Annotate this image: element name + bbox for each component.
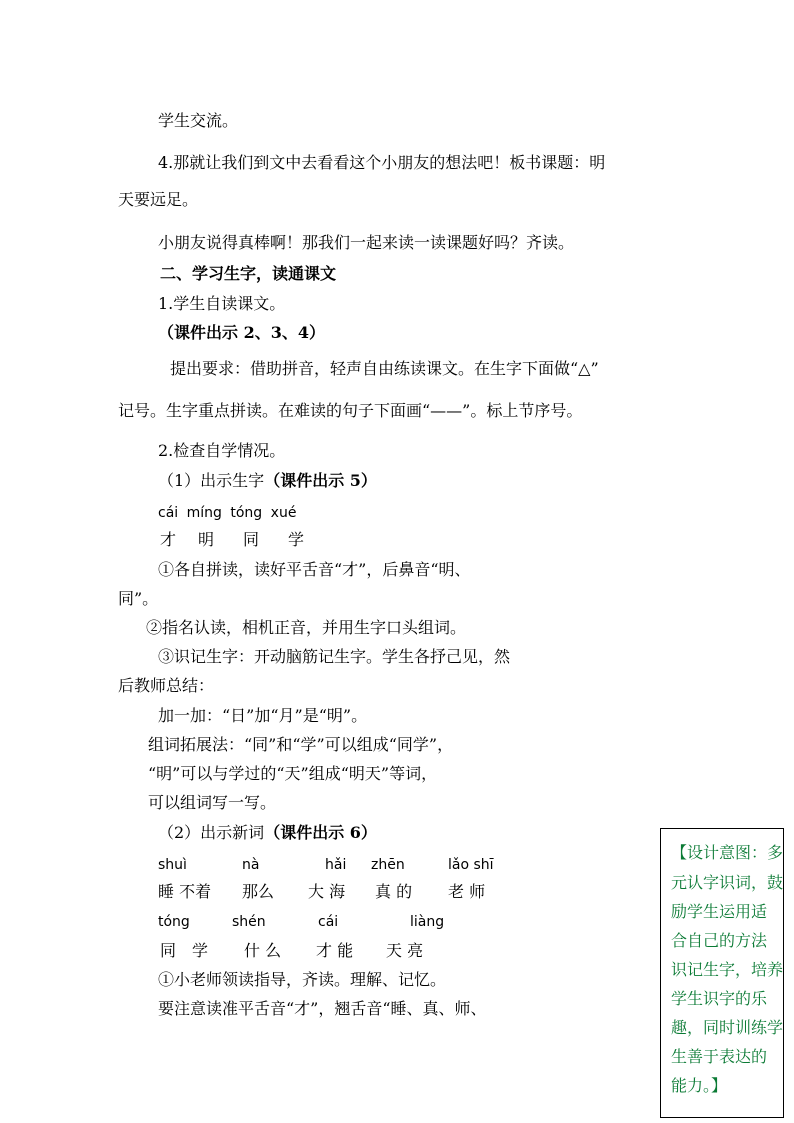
pinyin: cái [318,914,339,930]
word: 睡 不着 [158,882,212,901]
pinyin: tóng [230,505,263,521]
section-heading: 二、学习生字，读通课文 [160,264,337,283]
design-intent-line: 能力。】 [671,1076,728,1095]
pinyin: xué [270,505,297,521]
pinyin: hǎi [325,857,347,873]
hanzi: 明 [198,530,215,549]
paragraph: ①小老师领读指导，齐读。理解、记忆。 [158,970,447,989]
paragraph: 组词拓展法：“同”和“学”可以组成“同学”， [148,735,454,754]
word: 大 海 [308,882,346,901]
hanzi-row [160,941,520,961]
pinyin-row [158,855,518,875]
pinyin-row [158,503,296,523]
paragraph: ③识记生字：开动脑筋记生字。学生各抒己见，然 [158,647,511,666]
paragraph: 小朋友说得真棒啊！那我们一起来读一读课题好吗？齐读。 [158,233,575,252]
subheading: （2）出示新词 [158,823,265,842]
design-intent-line: 合自己的方法 [671,931,768,950]
word: 真 的 [375,882,413,901]
pinyin: míng [186,505,222,521]
pinyin: cái [158,505,179,521]
word: 天 亮 [386,941,424,960]
word: 才 能 [316,941,354,960]
design-intent-line: 【设计意图：多 [671,843,784,862]
hanzi: 才 [160,530,177,549]
paragraph: 4.那就让我们到文中去看看这个小朋友的想法吧！板书课题：明 [158,153,606,172]
paragraph: 同”。 [118,589,159,608]
paragraph: 可以组词写一写。 [148,793,277,812]
paragraph: 记号。生字重点拼读。在难读的句子下面画“——”。标上节序号。 [118,401,583,420]
paragraph: 天要远足。 [118,190,199,209]
paragraph: 加一加：“日”加“月”是“明”。 [158,706,368,725]
pinyin: nà [242,857,260,873]
design-intent-box [660,828,784,1118]
paragraph: ①各自拼读，读好平舌音“才”，后鼻音“明、 [158,560,471,579]
paragraph: “明”可以与学过的“天”组成“明天”等词， [148,764,438,783]
pinyin: liàng [410,914,445,930]
hanzi-row [158,882,518,902]
design-intent-line: 生善于表达的 [671,1047,768,1066]
paragraph: 后教师总结： [118,676,215,695]
paragraph: ②指名认读，相机正音，并用生字口头组词。 [146,618,467,637]
paragraph [158,471,377,491]
pinyin: lǎo shī [448,857,494,873]
pinyin: zhēn [371,857,405,873]
paragraph: 2.检查自学情况。 [158,441,286,460]
paragraph: 提出要求：借助拼音，轻声自由练读课文。在生字下面做“△” [170,359,599,378]
pinyin-row [158,912,518,932]
courseware-note: （课件出示 2、3、4） [158,323,325,342]
pinyin: shuì [158,857,187,873]
paragraph: 学生交流。 [158,111,239,130]
paragraph: 1.学生自读课文。 [158,294,286,313]
subheading: （1）出示生字 [158,471,265,490]
word: 什 么 [244,941,282,960]
courseware-note: （课件出示 6） [264,823,377,842]
word: 老 师 [448,882,486,901]
hanzi: 同 [243,530,260,549]
design-intent-line: 识记生字，培养 [671,960,784,979]
hanzi: 学 [288,530,305,549]
word: 同 学 [160,941,209,960]
word: 那么 [242,882,275,901]
pinyin: shén [232,914,266,930]
paragraph [158,823,377,843]
courseware-note: （课件出示 5） [264,471,377,490]
design-intent-line: 励学生运用适 [671,902,768,921]
design-intent-line: 元认字识词，鼓 [671,873,784,892]
pinyin: tóng [158,914,190,930]
design-intent-line: 学生识字的乐 [671,989,768,1008]
paragraph: 要注意读准平舌音“才”，翘舌音“睡、真、师、 [158,999,487,1018]
design-intent-line: 趣，同时训练学 [671,1018,784,1037]
